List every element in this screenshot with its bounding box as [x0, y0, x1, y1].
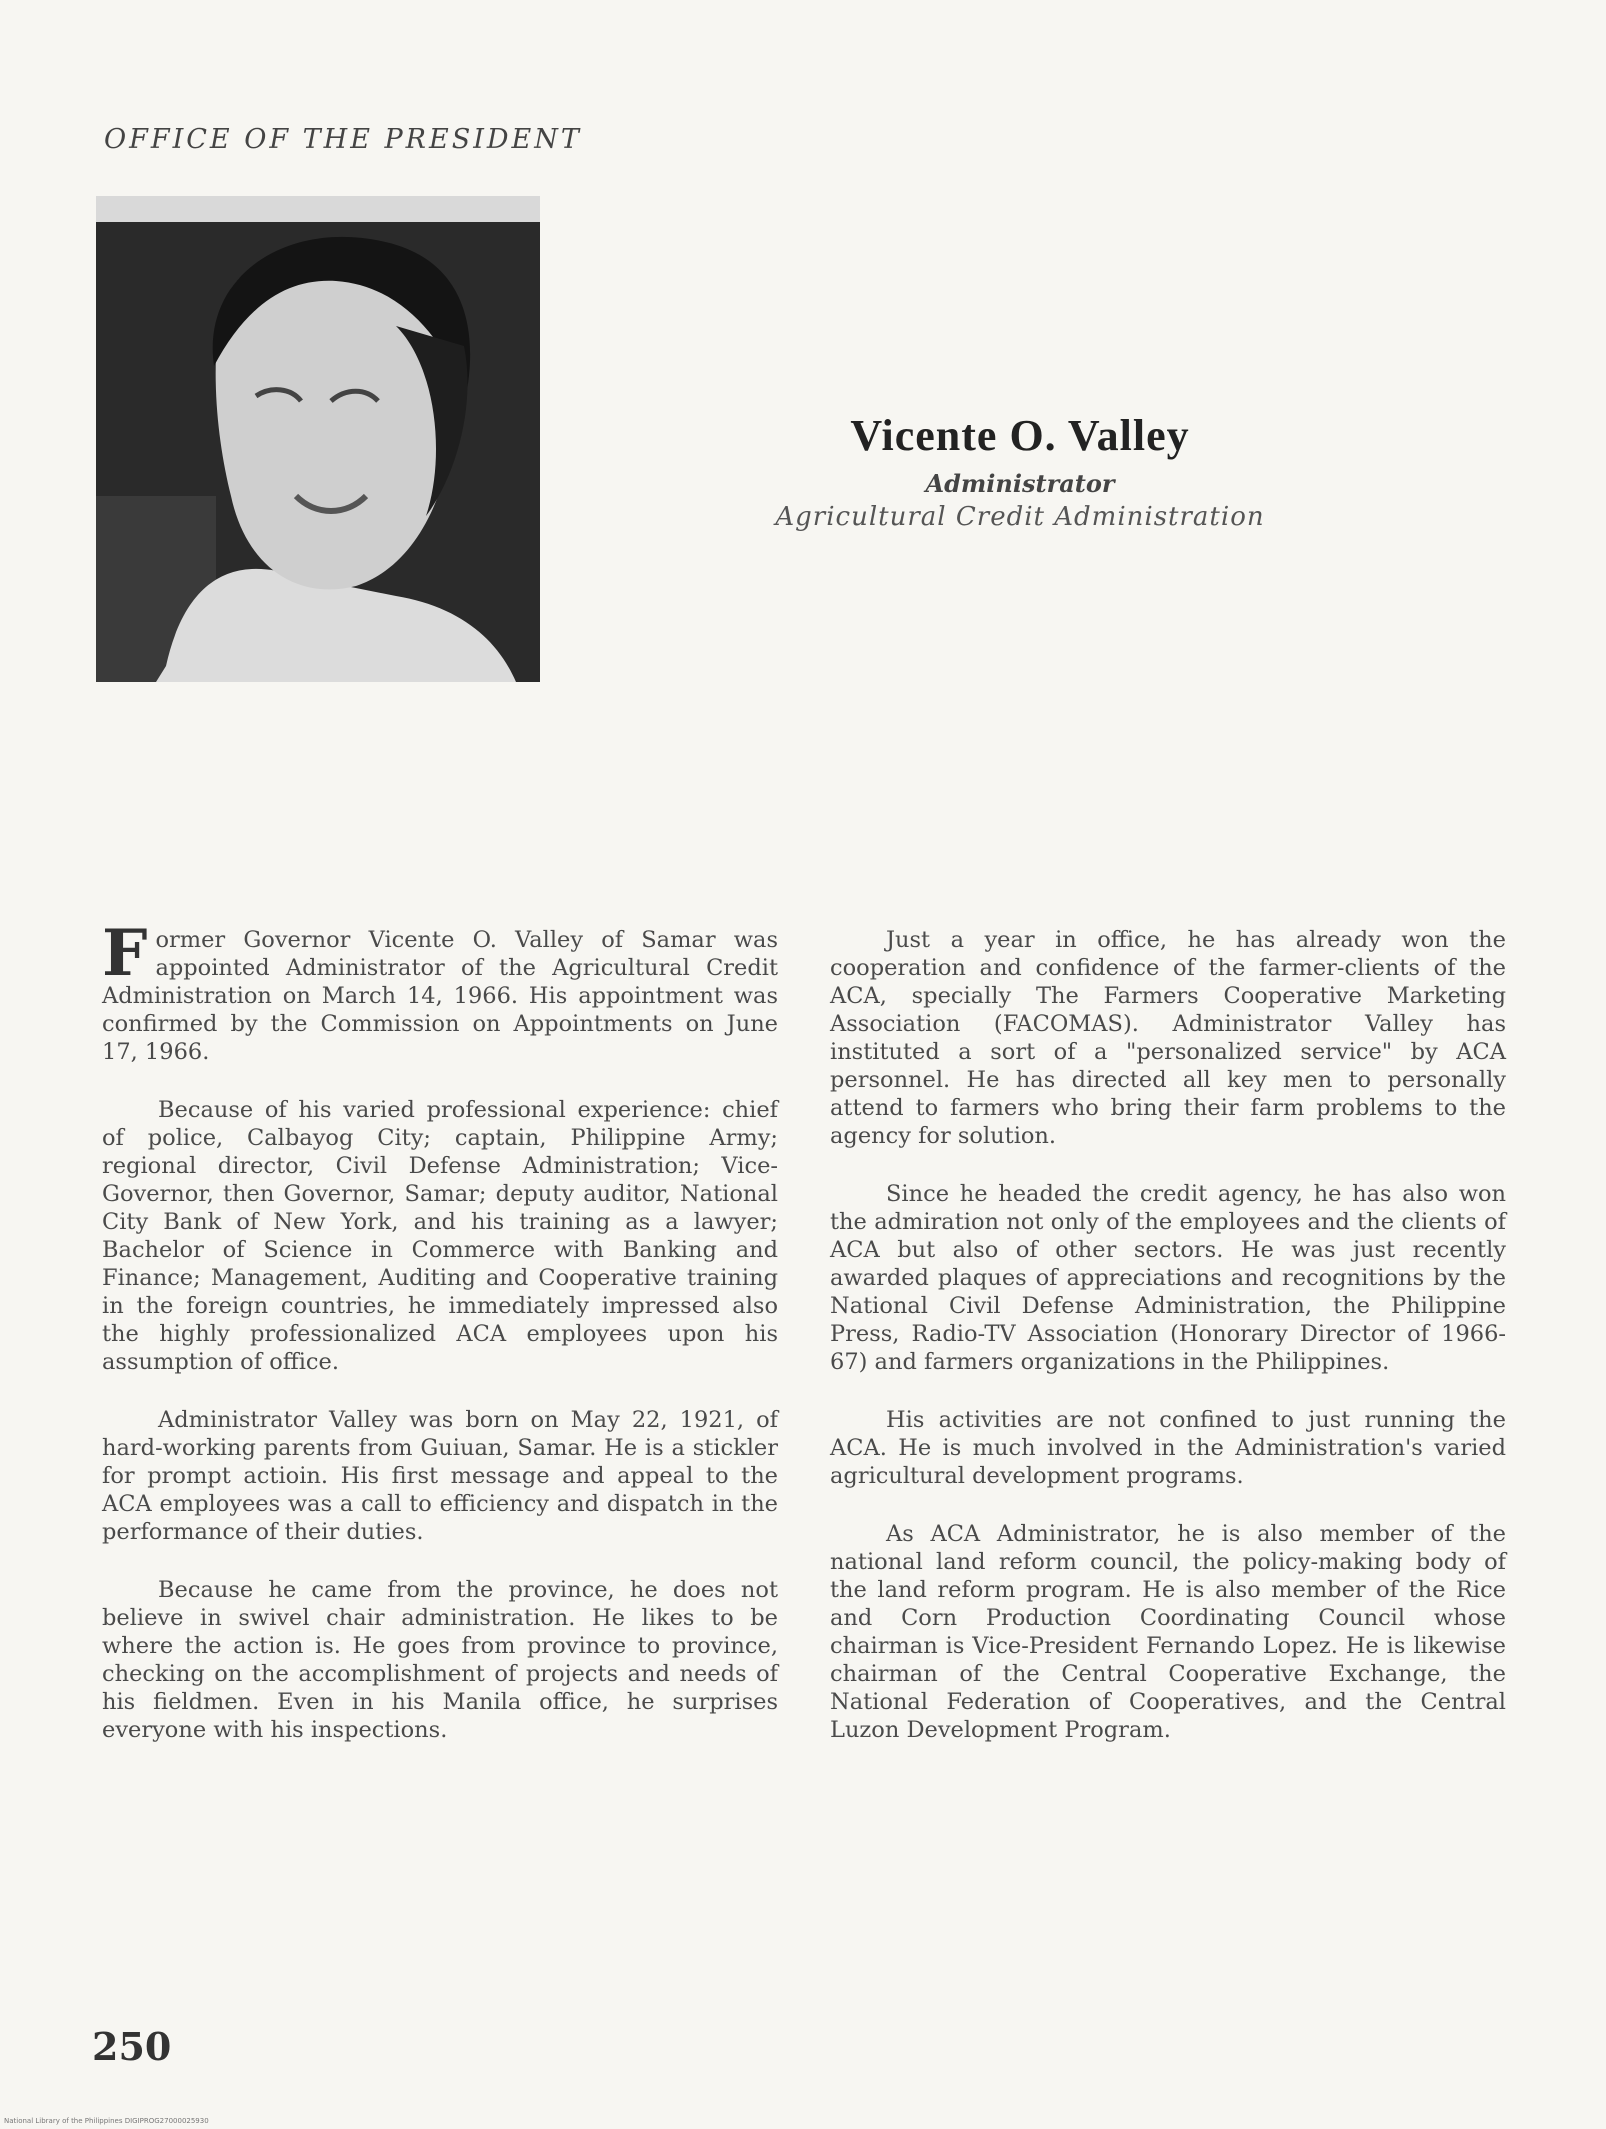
paragraph: Administrator Valley was born on May 22, 1921, of hard-working parents from Guiuan, Samar. He is a stickler for prompt actioin. His first message and appeal to the ACA employees was a call to efficiency and dispatch in the performance of their duties. — [102, 1407, 778, 1545]
profile-header — [760, 410, 1280, 532]
profile-title: Administrator — [925, 469, 1115, 498]
paragraph: Just a year in office, he has already won the cooperation and confidence of the farmer-clients of the ACA, specially The Farmers Cooperative Marketing Association (FACOMAS). Administrator Valley has instituted a sort of a "personalized service" by ACA personnel. He has directed all key men to personally attend to farmers who bring their farm problems to the agency for solution. — [830, 927, 1506, 1149]
left-column — [102, 916, 778, 1774]
right-column — [830, 926, 1506, 1774]
profile-agency: Agricultural Credit Administration — [775, 502, 1265, 532]
paragraph: Since he headed the credit agency, he has also won the admiration not only of the employees and the clients of ACA but also of other sectors. He was just recently awarded plaques of appreciations and recognitions by the National Civil Defense Administration, the Philippine Press, Radio-TV Association (Honorary Director of 1966-67) and farmers organizations in the Philippines. — [830, 1181, 1506, 1375]
section-header: OFFICE OF THE PRESIDENT — [104, 124, 582, 155]
paragraph: Because of his varied professional experience: chief of police, Calbayog City; captain, Philippine Army; regional director, Civil Defense Administration; Vice-Governor, then Governor, Samar; deputy auditor, National City Bank of New York, and his training as a lawyer; Bachelor of Science in Commerce with Banking and Finance; Management, Auditing and Cooperative training in the foreign countries, he immediately impressed also the highly professionalized ACA employees upon his assumption of office. — [102, 1097, 778, 1375]
drop-cap: F — [102, 916, 148, 991]
paragraph: Because he came from the province, he does not believe in swivel chair administration. He likes to be where the action is. He goes from province to province, checking on the accomplishment of projects and needs of his fieldmen. Even in his Manila office, he surprises everyone with his inspections. — [102, 1577, 778, 1743]
page-number: 250 — [92, 2024, 172, 2069]
paragraph-text: ormer Governor Vicente O. Valley of Samar was appointed Administrator of the Agricultural Credit Administration on March 14, 1966. His appointment was confirmed by the Commission on Appointments on June 17, 1966. — [102, 927, 778, 1065]
paragraph: As ACA Administrator, he is also member of the national land reform council, the policy-making body of the land reform program. He is also member of the Rice and Corn Production Coordinating Council whose chairman is Vice-President Fernando Lopez. He is likewise chairman of the Central Cooperative Exchange, the National Federation of Cooperatives, and the Central Luzon Development Program. — [830, 1521, 1506, 1743]
footer-credit: National Library of the Philippines DIGIPROG27000025930 — [4, 2117, 209, 2125]
paragraph: His activities are not confined to just running the ACA. He is much involved in the Administration's varied agricultural development programs. — [830, 1407, 1506, 1489]
profile-name: Vicente O. Valley — [850, 411, 1190, 460]
portrait-photo — [96, 196, 540, 682]
paragraph — [102, 916, 778, 1066]
